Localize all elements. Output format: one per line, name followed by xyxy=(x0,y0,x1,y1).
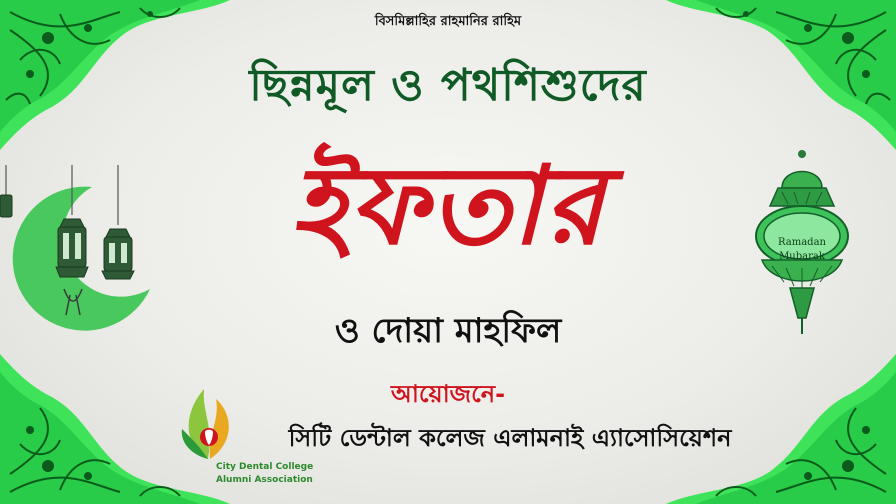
doa-mahfil-subtitle: ও দোয়া মাহফিল xyxy=(334,311,562,351)
bismillah-text: বিসমিল্লাহির রাহমানির রাহিম xyxy=(374,14,522,29)
leaf-logo-icon xyxy=(178,385,238,465)
organizer-label: আয়োজনে- xyxy=(390,380,506,408)
ramadan-line-1: Ramadan xyxy=(778,237,826,248)
ramadan-line-2: Mubarak xyxy=(779,251,825,262)
logo-line-2: Alumni Association xyxy=(216,475,313,485)
iftar-title: ইফতার xyxy=(290,143,606,269)
headline: ছিন্নমূল ও পথশিশুদের xyxy=(249,60,647,111)
alumni-association-logo xyxy=(172,385,322,500)
logo-line-1: City Dental College xyxy=(216,462,314,472)
organizer-name: সিটি ডেন্টাল কলেজ এলামনাই এ্যাসোসিয়েশন xyxy=(288,424,732,452)
